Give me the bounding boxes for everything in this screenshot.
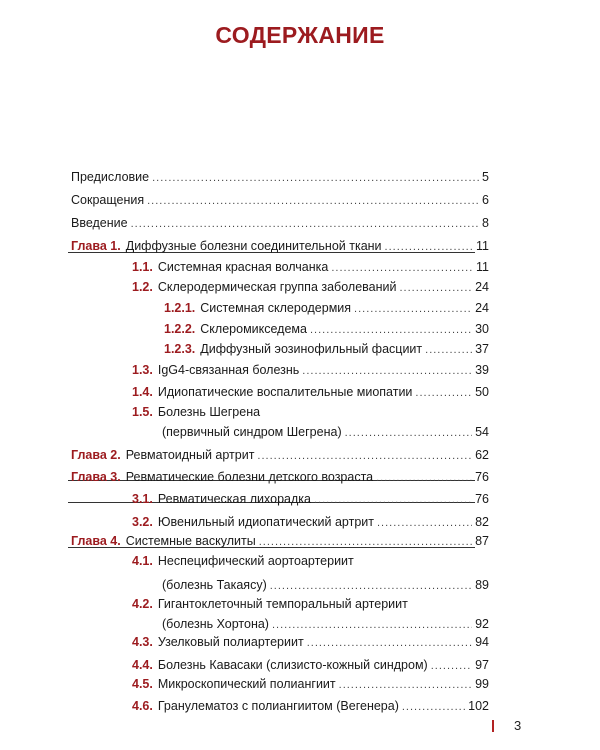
toc-page-number: 37 xyxy=(475,342,489,356)
section-number: 3.1. xyxy=(132,492,153,506)
dot-leader xyxy=(354,304,472,314)
dot-leader xyxy=(147,196,479,206)
toc-entry-text: IgG4-связанная болезнь xyxy=(157,363,300,377)
toc-entry-text: Предисловие xyxy=(71,170,150,184)
toc-entry-section-1-1[interactable] xyxy=(132,259,489,275)
toc-entry-section-1-3[interactable] xyxy=(132,362,489,378)
toc-page-number: 54 xyxy=(475,425,489,439)
toc-entry-section-1-2[interactable] xyxy=(132,279,489,295)
dot-leader xyxy=(399,283,472,293)
toc-page-number: 39 xyxy=(475,363,489,377)
toc-entry-section-1-2-2[interactable] xyxy=(164,321,489,337)
section-number: 1.2.3. xyxy=(164,342,196,356)
toc-entry-chapter-2[interactable] xyxy=(71,447,489,463)
toc-entry-chapter-3[interactable] xyxy=(71,469,489,485)
toc-page-number: 11 xyxy=(476,260,489,274)
toc-entry-text: Узелковый полиартериит xyxy=(157,635,304,649)
dot-leader xyxy=(302,366,472,376)
toc-page-number: 87 xyxy=(475,534,489,548)
toc-page-number: 6 xyxy=(482,193,489,207)
toc-page-number: 97 xyxy=(475,658,489,672)
toc-entry-text: Ревматическая лихорадка xyxy=(157,492,311,506)
toc-entry-section-1-2-1[interactable] xyxy=(164,300,489,316)
section-number: 1.3. xyxy=(132,363,153,377)
toc-page-number: 50 xyxy=(475,385,489,399)
toc-entry-text: Ювенильный идиопатический артрит xyxy=(157,515,374,529)
toc-entry-text: Системная склеродермия xyxy=(200,301,352,315)
dot-leader xyxy=(259,537,472,547)
toc-entry-text: Диффузные болезни соединительной ткани xyxy=(125,239,382,253)
section-number: 4.3. xyxy=(132,635,153,649)
toc-entry-text: Неспецифический аортоартериит xyxy=(157,554,354,568)
dot-leader xyxy=(331,263,473,273)
dot-leader xyxy=(310,325,472,335)
toc-entry-abbreviations[interactable] xyxy=(71,192,489,208)
toc-entry-section-4-5[interactable] xyxy=(132,676,489,692)
toc-entry-text: Введение xyxy=(71,216,128,230)
dot-leader xyxy=(339,680,472,690)
dot-leader xyxy=(431,661,472,671)
section-number: 4.4. xyxy=(132,658,153,672)
toc-entry-section-1-5[interactable] xyxy=(132,404,489,420)
section-number: 1.5. xyxy=(132,405,153,419)
page-title: СОДЕРЖАНИЕ xyxy=(215,22,385,48)
toc-entry-chapter-1[interactable] xyxy=(71,238,489,254)
toc-entry-section-4-3[interactable] xyxy=(132,634,489,650)
toc-page-number: 24 xyxy=(475,280,489,294)
dot-leader xyxy=(377,518,472,528)
toc-entry-text: Диффузный эозинофильный фасциит xyxy=(200,342,423,356)
toc-entry-section-1-4[interactable] xyxy=(132,384,489,400)
toc-entry-introduction[interactable] xyxy=(71,215,489,231)
toc-entry-text: Системные васкулиты xyxy=(125,534,256,548)
toc-page-number: 8 xyxy=(482,216,489,230)
toc-entry-section-1-5-continued[interactable] xyxy=(162,424,489,440)
toc-entry-text: Ревматоидный артрит xyxy=(125,448,255,462)
toc-entry-text: Болезнь Шегрена xyxy=(157,405,261,419)
toc-entry-text: Системная красная волчанка xyxy=(157,260,329,274)
dot-leader xyxy=(307,638,472,648)
toc-page-number: 76 xyxy=(475,492,489,506)
toc-entry-section-4-6[interactable] xyxy=(132,698,489,714)
section-number: 1.2. xyxy=(132,280,153,294)
toc-entry-section-4-2[interactable] xyxy=(132,596,489,612)
toc-entry-text: Ревматические болезни детского возраста xyxy=(125,470,374,484)
toc-page-number: 62 xyxy=(475,448,489,462)
toc-page-number: 89 xyxy=(475,578,489,592)
toc-entry-section-4-1-continued[interactable] xyxy=(162,577,489,593)
toc-entry-section-3-2[interactable] xyxy=(132,514,489,530)
toc-entry-text: Болезнь Кавасаки (слизисто-кожный синдром) xyxy=(157,658,428,672)
toc-entry-preface[interactable] xyxy=(71,169,489,185)
section-number: 4.5. xyxy=(132,677,153,691)
toc-entry-text: Гранулематоз с полиангиитом (Вегенера) xyxy=(157,699,399,713)
section-number: 3.2. xyxy=(132,515,153,529)
toc-page-number: 24 xyxy=(475,301,489,315)
toc-entry-chapter-4[interactable] xyxy=(71,533,489,549)
dot-leader xyxy=(131,219,479,229)
chapter-number: Глава 1. xyxy=(71,239,121,253)
chapter-number: Глава 2. xyxy=(71,448,121,462)
chapter-number: Глава 4. xyxy=(71,534,121,548)
section-number: 4.2. xyxy=(132,597,153,611)
toc-entry-text: Гигантоклеточный темпоральный артериит xyxy=(157,597,408,611)
toc-entry-section-4-1[interactable] xyxy=(132,553,489,569)
toc-page-number: 30 xyxy=(475,322,489,336)
toc-page-number: 92 xyxy=(475,617,489,631)
toc-page-number: 102 xyxy=(468,699,489,713)
dot-leader xyxy=(152,173,479,183)
toc-page-number: 5 xyxy=(482,170,489,184)
toc-page-number: 99 xyxy=(475,677,489,691)
dot-leader xyxy=(270,581,472,591)
toc-entry-text: Идиопатические воспалительные миопатии xyxy=(157,385,413,399)
footer-page-number: 3 xyxy=(514,718,522,733)
dot-leader xyxy=(425,345,472,355)
section-number: 1.4. xyxy=(132,385,153,399)
toc-entry-text: Микроскопический полиангиит xyxy=(157,677,336,691)
section-number: 4.1. xyxy=(132,554,153,568)
toc-entry-section-3-1[interactable] xyxy=(132,491,489,507)
toc-entry-text: Сокращения xyxy=(71,193,145,207)
section-number: 1.2.1. xyxy=(164,301,196,315)
toc-entry-text: Склеромикседема xyxy=(200,322,307,336)
dot-leader xyxy=(402,702,465,712)
dot-leader xyxy=(272,620,472,630)
toc-entry-section-4-2-continued[interactable] xyxy=(162,616,489,632)
toc-page-number: 76 xyxy=(475,470,489,484)
dot-leader xyxy=(257,451,472,461)
dot-leader xyxy=(376,473,472,483)
toc-entry-text-continued: (болезнь Такаясу) xyxy=(162,578,267,592)
dot-leader xyxy=(345,428,472,438)
section-number: 1.1. xyxy=(132,260,153,274)
toc-page-number: 82 xyxy=(475,515,489,529)
toc-entry-text: Склеродермическая группа заболеваний xyxy=(157,280,397,294)
toc-entry-text-continued: (первичный синдром Шегрена) xyxy=(162,425,342,439)
toc-entry-section-1-2-3[interactable] xyxy=(164,341,489,357)
section-number: 1.2.2. xyxy=(164,322,196,336)
section-number: 4.6. xyxy=(132,699,153,713)
toc-entry-section-4-4[interactable] xyxy=(132,657,489,673)
toc-page-number: 94 xyxy=(475,635,489,649)
dot-leader xyxy=(385,242,473,252)
toc-entry-text-continued: (болезнь Хортона) xyxy=(162,617,269,631)
footer-accent-bar xyxy=(492,720,494,732)
dot-leader xyxy=(314,495,472,505)
dot-leader xyxy=(415,388,472,398)
toc-page-number: 11 xyxy=(476,239,489,253)
chapter-number: Глава 3. xyxy=(71,470,121,484)
